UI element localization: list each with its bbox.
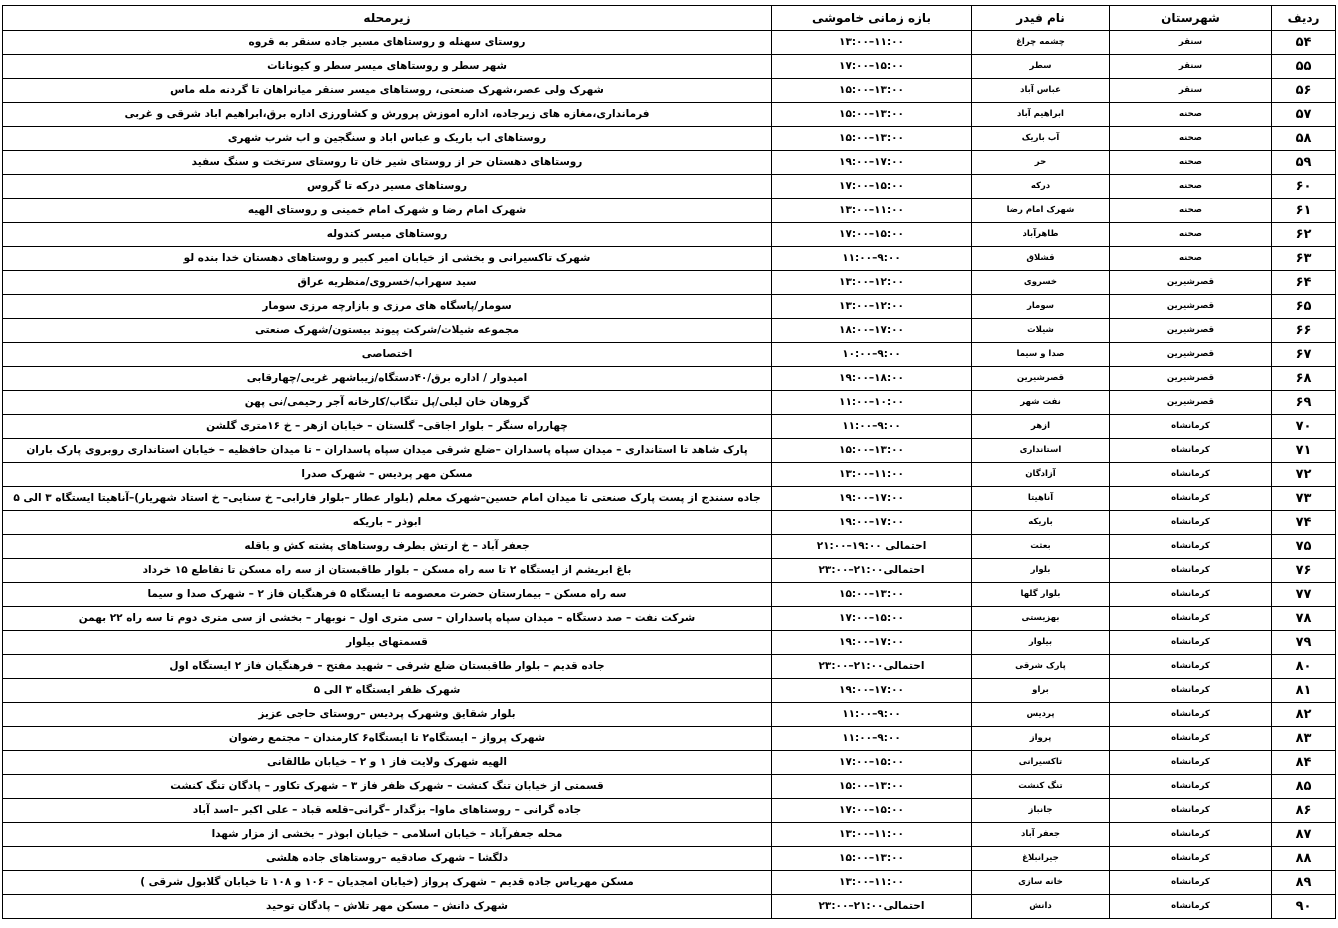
table-row (3, 535, 1336, 559)
table-row (3, 55, 1336, 79)
area-cell: سه راه مسکن – بیمارستان حضرت معصومه تا ایستگاه ۵ فرهنگیان فاز ۲ – شهرک صدا و سیما (3, 583, 772, 607)
table-row (3, 823, 1336, 847)
outage-time-cell: ۱۷:۰۰–۱۹:۰۰ (772, 631, 972, 655)
table-row (3, 343, 1336, 367)
area-cell: قسمتهای بیلوار (3, 631, 772, 655)
area-cell: مسکن مهر پردیس – شهرک صدرا (3, 463, 772, 487)
row-number-cell: ۸۲ (1272, 703, 1336, 727)
city-cell: قصرشیرین (1110, 271, 1272, 295)
row-number-cell: ۶۴ (1272, 271, 1336, 295)
table-row (3, 439, 1336, 463)
feeder-cell: چشمه چراغ (972, 31, 1110, 55)
outage-time-cell: ۹:۰۰–۱۰:۰۰ (772, 343, 972, 367)
row-number-cell: ۶۵ (1272, 295, 1336, 319)
outage-time-cell: ۱۵:۰۰–۱۷:۰۰ (772, 55, 972, 79)
feeder-cell: سومار (972, 295, 1110, 319)
row-number-cell: ۵۶ (1272, 79, 1336, 103)
feeder-cell: آناهیتا (972, 487, 1110, 511)
feeder-cell: شهرک امام رضا (972, 199, 1110, 223)
area-cell: ابوذر – باریکه (3, 511, 772, 535)
area-cell: روستای سهنله و روستاهای مسیر جاده سنقر به قروه (3, 31, 772, 55)
outage-time-cell: ۱۷:۰۰–۱۸:۰۰ (772, 319, 972, 343)
city-cell: سنقر (1110, 79, 1272, 103)
row-number-cell: ۶۳ (1272, 247, 1336, 271)
feeder-cell: باریکه (972, 511, 1110, 535)
row-number-cell: ۷۹ (1272, 631, 1336, 655)
row-number-cell: ۶۸ (1272, 367, 1336, 391)
city-cell: کرمانشاه (1110, 847, 1272, 871)
feeder-cell: بعثت (972, 535, 1110, 559)
feeder-cell: پرواز (972, 727, 1110, 751)
row-number-cell: ۷۵ (1272, 535, 1336, 559)
city-cell: کرمانشاه (1110, 823, 1272, 847)
city-cell: کرمانشاه (1110, 679, 1272, 703)
city-cell: سنقر (1110, 55, 1272, 79)
city-cell: صحنه (1110, 223, 1272, 247)
feeder-cell: آزادگان (972, 463, 1110, 487)
feeder-cell: آب باریک (972, 127, 1110, 151)
table-row (3, 271, 1336, 295)
feeder-cell: جانباز (972, 799, 1110, 823)
area-cell: سید سهراب/خسروی/منظریه عراق (3, 271, 772, 295)
city-cell: کرمانشاه (1110, 871, 1272, 895)
city-cell: قصرشیرین (1110, 343, 1272, 367)
feeder-cell: ازهر (972, 415, 1110, 439)
row-number-cell: ۸۷ (1272, 823, 1336, 847)
feeder-cell: بهزیستی (972, 607, 1110, 631)
outage-time-cell: ۹:۰۰–۱۱:۰۰ (772, 247, 972, 271)
row-number-cell: ۸۳ (1272, 727, 1336, 751)
feeder-cell: پارک شرقی (972, 655, 1110, 679)
table-row (3, 607, 1336, 631)
area-cell: روستاهای مسیر درکه تا گروس (3, 175, 772, 199)
area-cell: گروهان خان لیلی/پل تنگاب/کارخانه آجر رحیمی/نی پهن (3, 391, 772, 415)
outage-time-cell: ۱۷:۰۰–۱۹:۰۰ (772, 487, 972, 511)
outage-time-cell: احتمالی۲۱:۰۰–۲۳:۰۰ (772, 559, 972, 583)
table-row (3, 463, 1336, 487)
city-cell: کرمانشاه (1110, 631, 1272, 655)
feeder-cell: جیرانبلاغ (972, 847, 1110, 871)
row-number-cell: ۸۰ (1272, 655, 1336, 679)
outage-time-cell: ۱۳:۰۰–۱۵:۰۰ (772, 439, 972, 463)
feeder-cell: بلوار گلها (972, 583, 1110, 607)
table-row (3, 31, 1336, 55)
area-cell: دلگشا – شهرک صادقیه –روستاهای جاده هلشی (3, 847, 772, 871)
area-cell: روستاهای اب باریک و عباس اباد و سنگجین و اب شرب شهری (3, 127, 772, 151)
area-cell: بلوار شقایق وشهرک پردیس –روستای حاجی عزیز (3, 703, 772, 727)
table-row (3, 223, 1336, 247)
city-cell: سنقر (1110, 31, 1272, 55)
row-number-cell: ۷۸ (1272, 607, 1336, 631)
table-row (3, 175, 1336, 199)
outage-time-cell: ۱۱:۰۰–۱۳:۰۰ (772, 823, 972, 847)
city-cell: قصرشیرین (1110, 319, 1272, 343)
city-cell: کرمانشاه (1110, 799, 1272, 823)
row-number-cell: ۷۶ (1272, 559, 1336, 583)
area-cell: شهرک امام رضا و شهرک امام خمینی و روستای الهیه (3, 199, 772, 223)
city-cell: کرمانشاه (1110, 487, 1272, 511)
outage-time-cell: ۱۳:۰۰–۱۵:۰۰ (772, 103, 972, 127)
feeder-cell: طاهرآباد (972, 223, 1110, 247)
header-outage-time: بازه زمانی خاموشی (772, 6, 972, 31)
row-number-cell: ۵۴ (1272, 31, 1336, 55)
outage-time-cell: ۹:۰۰–۱۱:۰۰ (772, 727, 972, 751)
city-cell: کرمانشاه (1110, 511, 1272, 535)
outage-time-cell: ۱۲:۰۰–۱۳:۰۰ (772, 271, 972, 295)
table-row (3, 367, 1336, 391)
outage-time-cell: ۱۵:۰۰–۱۷:۰۰ (772, 175, 972, 199)
city-cell: کرمانشاه (1110, 559, 1272, 583)
row-number-cell: ۷۲ (1272, 463, 1336, 487)
city-cell: صحنه (1110, 103, 1272, 127)
table-row (3, 127, 1336, 151)
feeder-cell: قصرشیرین (972, 367, 1110, 391)
row-number-cell: ۷۰ (1272, 415, 1336, 439)
city-cell: قصرشیرین (1110, 391, 1272, 415)
feeder-cell: دانش (972, 895, 1110, 919)
feeder-cell: بلوار (972, 559, 1110, 583)
feeder-cell: ابراهیم آباد (972, 103, 1110, 127)
outage-time-cell: احتمالی۲۱:۰۰–۲۳:۰۰ (772, 655, 972, 679)
area-cell: شهرک دانش – مسکن مهر تلاش – پادگان توحید (3, 895, 772, 919)
table-row (3, 679, 1336, 703)
row-number-cell: ۸۵ (1272, 775, 1336, 799)
table-row (3, 391, 1336, 415)
outage-time-cell: ۱۳:۰۰–۱۵:۰۰ (772, 79, 972, 103)
city-cell: کرمانشاه (1110, 607, 1272, 631)
city-cell: صحنه (1110, 127, 1272, 151)
table-row (3, 487, 1336, 511)
city-cell: کرمانشاه (1110, 751, 1272, 775)
row-number-cell: ۶۹ (1272, 391, 1336, 415)
table-row (3, 103, 1336, 127)
table-row (3, 655, 1336, 679)
row-number-cell: ۶۶ (1272, 319, 1336, 343)
row-number-cell: ۷۷ (1272, 583, 1336, 607)
area-cell: جعفر آباد – خ ارتش بطرف روستاهای پشته کش و باقله (3, 535, 772, 559)
feeder-cell: پردیس (972, 703, 1110, 727)
row-number-cell: ۸۴ (1272, 751, 1336, 775)
area-cell: الهیه شهرک ولایت فاز ۱ و ۲ – خیابان طالقانی (3, 751, 772, 775)
city-cell: قصرشیرین (1110, 295, 1272, 319)
feeder-cell: براو (972, 679, 1110, 703)
city-cell: کرمانشاه (1110, 463, 1272, 487)
table-row (3, 559, 1336, 583)
table-row (3, 727, 1336, 751)
row-number-cell: ۶۲ (1272, 223, 1336, 247)
area-cell: سومار/پاسگاه های مرزی و بازارچه مرزی سومار (3, 295, 772, 319)
area-cell: شهرک پرواز – ایستگاه۲ تا ایستگاه۶ کارمندان – مجتمع رضوان (3, 727, 772, 751)
table-row (3, 151, 1336, 175)
table-row (3, 847, 1336, 871)
feeder-cell: قشلاق (972, 247, 1110, 271)
city-cell: کرمانشاه (1110, 655, 1272, 679)
feeder-cell: درکه (972, 175, 1110, 199)
row-number-cell: ۷۱ (1272, 439, 1336, 463)
outage-time-cell: ۱۱:۰۰–۱۳:۰۰ (772, 871, 972, 895)
outage-time-cell: ۹:۰۰–۱۱:۰۰ (772, 703, 972, 727)
outage-time-cell: ۱۲:۰۰–۱۳:۰۰ (772, 295, 972, 319)
outage-time-cell: ۱۵:۰۰–۱۷:۰۰ (772, 223, 972, 247)
row-number-cell: ۹۰ (1272, 895, 1336, 919)
area-cell: شهر سطر و روستاهای میسر سطر و کیونانات (3, 55, 772, 79)
feeder-cell: صدا و سیما (972, 343, 1110, 367)
row-number-cell: ۵۸ (1272, 127, 1336, 151)
area-cell: روستاهای دهستان حر از روستای شیر خان تا روستای سرتخت و سنگ سفید (3, 151, 772, 175)
area-cell: شهرک ظفر ایستگاه ۳ الی ۵ (3, 679, 772, 703)
area-cell: جاده سنندج از پست پارک صنعتی تا میدان امام حسین–شهرک معلم (بلوار عطار –بلوار فارابی– خ سنایی– خ استاد شهریار)–آناهیتا ایستگاه ۳ الی ۵ (3, 487, 772, 511)
area-cell: قسمتی از خیابان تنگ کنشت – شهرک ظفر فاز ۳ – شهرک تکاور – پادگان تنگ کنشت (3, 775, 772, 799)
area-cell: شهرک ولی عصر،شهرک صنعتی، روستاهای میسر سنقر میانراهان تا گردنه مله ماس (3, 79, 772, 103)
city-cell: کرمانشاه (1110, 415, 1272, 439)
feeder-cell: حر (972, 151, 1110, 175)
area-cell: اختصاصی (3, 343, 772, 367)
feeder-cell: جعفر آباد (972, 823, 1110, 847)
row-number-cell: ۸۸ (1272, 847, 1336, 871)
outage-time-cell: ۱۳:۰۰–۱۵:۰۰ (772, 775, 972, 799)
outage-time-cell: ۱۷:۰۰–۱۹:۰۰ (772, 511, 972, 535)
header-feeder: نام فیدر (972, 6, 1110, 31)
row-number-cell: ۵۵ (1272, 55, 1336, 79)
area-cell: جاده قدیم – بلوار طاقبستان ضلع شرقی – شهید مفتح – فرهنگیان فاز ۲ ایستگاه اول (3, 655, 772, 679)
city-cell: کرمانشاه (1110, 703, 1272, 727)
row-number-cell: ۵۹ (1272, 151, 1336, 175)
table-row (3, 895, 1336, 919)
row-number-cell: ۸۹ (1272, 871, 1336, 895)
area-cell: شهرک تاکسیرانی و بخشی از خیابان امیر کبیر و روستاهای دهستان خدا بنده لو (3, 247, 772, 271)
table-row (3, 703, 1336, 727)
feeder-cell: خسروی (972, 271, 1110, 295)
feeder-cell: خانه سازی (972, 871, 1110, 895)
header-row-number: ردیف (1272, 6, 1336, 31)
feeder-cell: تنگ کنشت (972, 775, 1110, 799)
outage-time-cell: ۱۵:۰۰–۱۷:۰۰ (772, 799, 972, 823)
city-cell: کرمانشاه (1110, 583, 1272, 607)
outage-time-cell: ۱۳:۰۰–۱۵:۰۰ (772, 127, 972, 151)
table-row (3, 247, 1336, 271)
table-row (3, 199, 1336, 223)
row-number-cell: ۸۶ (1272, 799, 1336, 823)
header-row (3, 6, 1336, 31)
table-row (3, 295, 1336, 319)
area-cell: فرمانداری،مغازه های زیرجاده، اداره اموزش پرورش و کشاورزی اداره برق،ابراهیم اباد شرقی و غربی (3, 103, 772, 127)
city-cell: صحنه (1110, 151, 1272, 175)
table-row (3, 799, 1336, 823)
table-row (3, 415, 1336, 439)
row-number-cell: ۸۱ (1272, 679, 1336, 703)
city-cell: کرمانشاه (1110, 895, 1272, 919)
outage-time-cell: ۹:۰۰–۱۱:۰۰ (772, 415, 972, 439)
area-cell: مسکن مهریاس جاده قدیم – شهرک پرواز (خیابان امجدیان – ۱۰۶ و ۱۰۸ تا خیابان گلابول شرقی ) (3, 871, 772, 895)
outage-time-cell: ۱۵:۰۰–۱۷:۰۰ (772, 607, 972, 631)
table-row (3, 775, 1336, 799)
area-cell: پارک شاهد تا استانداری – میدان سپاه پاسداران –ضلع شرقی میدان سپاه پاسداران – تا میدان حافظیه – خیابان استانداری روبروی پارک باران (3, 439, 772, 463)
outage-time-cell: احتمالی ۱۹:۰۰–۲۱:۰۰ (772, 535, 972, 559)
table-row (3, 583, 1336, 607)
outage-time-cell: ۱۷:۰۰–۱۹:۰۰ (772, 151, 972, 175)
city-cell: کرمانشاه (1110, 775, 1272, 799)
feeder-cell: نفت شهر (972, 391, 1110, 415)
row-number-cell: ۵۷ (1272, 103, 1336, 127)
outage-time-cell: ۱۱:۰۰–۱۳:۰۰ (772, 199, 972, 223)
header-area: زیرمحله (3, 6, 772, 31)
area-cell: چهارراه سنگر – بلوار اجاقی– گلستان – خیابان ازهر – خ ۱۶متری گلشن (3, 415, 772, 439)
feeder-cell: تاکسیرانی (972, 751, 1110, 775)
area-cell: باغ ابریشم از ایستگاه ۲ تا سه راه مسکن – بلوار طاقبستان از سه راه مسکن تا تقاطع ۱۵ خرداد (3, 559, 772, 583)
header-city: شهرستان (1110, 6, 1272, 31)
city-cell: کرمانشاه (1110, 439, 1272, 463)
table-row (3, 319, 1336, 343)
table-body (3, 31, 1336, 919)
outage-time-cell: ۱۳:۰۰–۱۵:۰۰ (772, 847, 972, 871)
city-cell: صحنه (1110, 175, 1272, 199)
feeder-cell: استانداری (972, 439, 1110, 463)
outage-time-cell: ۱۷:۰۰–۱۹:۰۰ (772, 679, 972, 703)
area-cell: مجموعه شیلات/شرکت پیوند بیستون/شهرک صنعتی (3, 319, 772, 343)
outage-time-cell: احتمالی۲۱:۰۰–۲۳:۰۰ (772, 895, 972, 919)
area-cell: محله جعفرآباد – خیابان اسلامی – خیابان ابوذر – بخشی از مزار شهدا (3, 823, 772, 847)
city-cell: کرمانشاه (1110, 727, 1272, 751)
row-number-cell: ۶۱ (1272, 199, 1336, 223)
area-cell: امیدوار / اداره برق/۴۰دستگاه/زیباشهر غربی/چهارقابی (3, 367, 772, 391)
table-row (3, 751, 1336, 775)
table-row (3, 871, 1336, 895)
row-number-cell: ۶۰ (1272, 175, 1336, 199)
row-number-cell: ۶۷ (1272, 343, 1336, 367)
outage-time-cell: ۱۳:۰۰–۱۵:۰۰ (772, 583, 972, 607)
outage-time-cell: ۱۱:۰۰–۱۳:۰۰ (772, 31, 972, 55)
city-cell: صحنه (1110, 247, 1272, 271)
outage-schedule-table (2, 5, 1336, 919)
feeder-cell: شیلات (972, 319, 1110, 343)
area-cell: شرکت نفت – صد دستگاه – میدان سپاه پاسداران – سی متری اول – نوبهار – بخشی از سی متری دوم تا سه راه ۲۲ بهمن (3, 607, 772, 631)
table-row (3, 511, 1336, 535)
city-cell: قصرشیرین (1110, 367, 1272, 391)
table-row (3, 631, 1336, 655)
area-cell: روستاهای میسر کندوله (3, 223, 772, 247)
feeder-cell: بیلوار (972, 631, 1110, 655)
table-row (3, 79, 1336, 103)
outage-time-cell: ۱۵:۰۰–۱۷:۰۰ (772, 751, 972, 775)
city-cell: صحنه (1110, 199, 1272, 223)
city-cell: کرمانشاه (1110, 535, 1272, 559)
outage-time-cell: ۱۰:۰۰–۱۱:۰۰ (772, 391, 972, 415)
outage-time-cell: ۱۱:۰۰–۱۳:۰۰ (772, 463, 972, 487)
area-cell: جاده گرانی – روستاهای ماوا– بزگدار –گرانی–قلعه قباد – علی اکبر –اسد آباد (3, 799, 772, 823)
outage-time-cell: ۱۸:۰۰–۱۹:۰۰ (772, 367, 972, 391)
row-number-cell: ۷۴ (1272, 511, 1336, 535)
feeder-cell: سطر (972, 55, 1110, 79)
feeder-cell: عباس آباد (972, 79, 1110, 103)
row-number-cell: ۷۳ (1272, 487, 1336, 511)
